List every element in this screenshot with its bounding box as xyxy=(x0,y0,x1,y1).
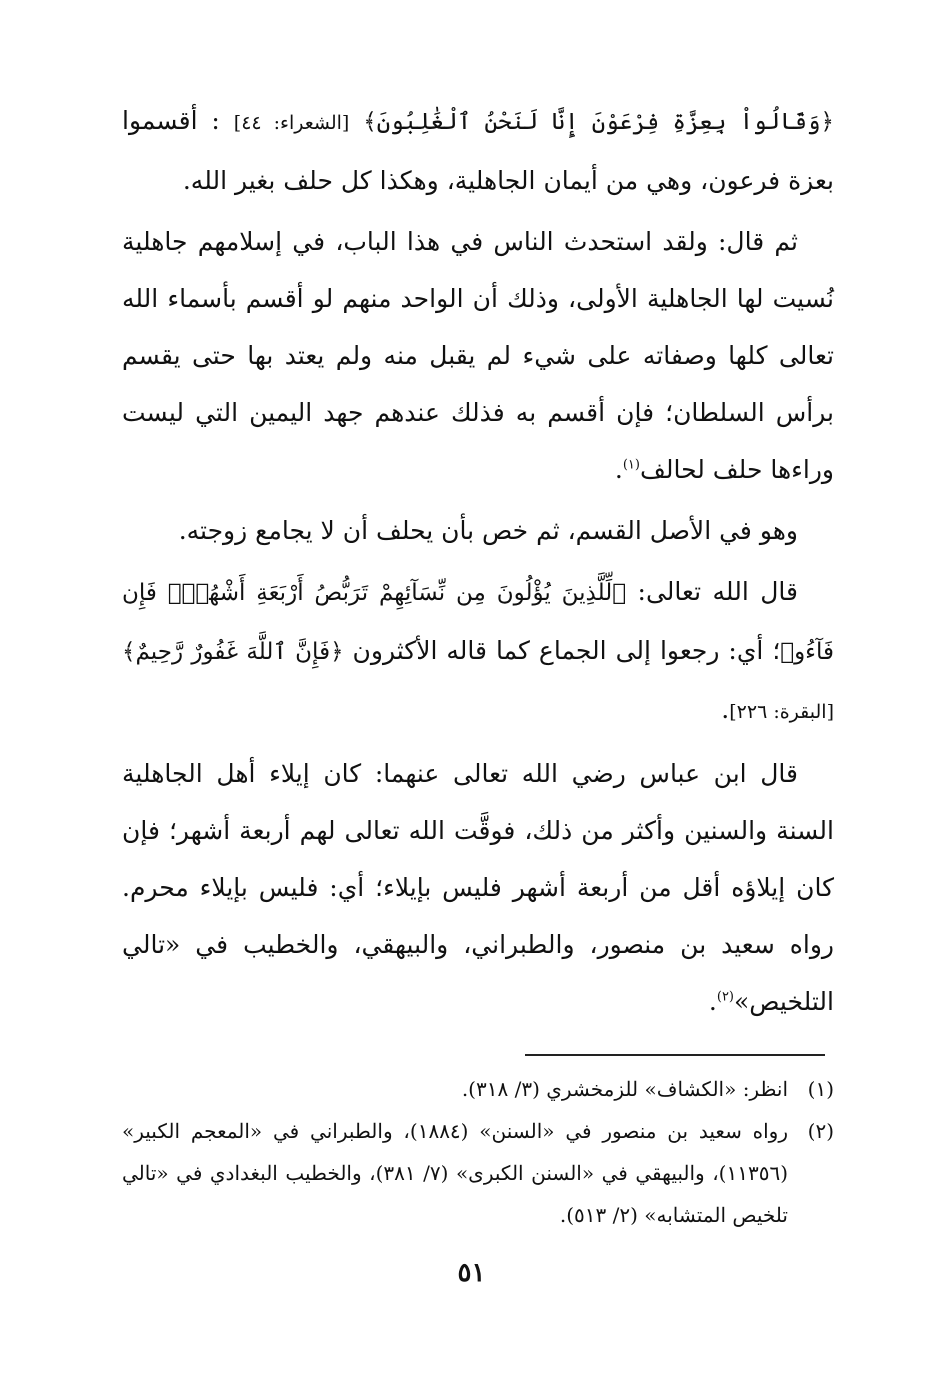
page-number: ٥١ xyxy=(457,1258,486,1288)
quran-verse: ﴿فَإِنَّ ٱللَّهَ غَفُورٌ رَّحِيمٌ﴾ xyxy=(122,639,344,665)
verse-reference: [الشعراء: ٤٤] xyxy=(233,112,350,134)
verse-reference: [البقرة: ٢٢٦] xyxy=(729,701,834,723)
footnote xyxy=(122,1110,834,1236)
paragraph-text: قال ابن عباس رضي الله تعالى عنهما: كان إيلاء أهل الجاهلية السنة والسنين وأكثر من ذلك، فوقَّت الله تعالى لهم أربعة أشهر؛ فإن كان إيلاؤه أقل من أربعة أشهر فليس بإيلاء؛ أي: فليس بإيلاء محرم. رواه سعيد بن منصور، والطبراني، والبيهقي، والخطيب في «تالي التلخيص» xyxy=(122,759,834,1016)
paragraph-1 xyxy=(122,92,834,209)
paragraph-text: : أقسموا بعزة فرعون، وهي من أيمان الجاهلية، وهكذا كل حلف بغير الله. xyxy=(122,106,834,195)
footnote-text: انظر: «الكشاف» للزمخشري (٣/ ٣١٨). xyxy=(461,1077,788,1101)
paragraph-text: ثم قال: ولقد استحدث الناس في هذا الباب، في إسلامهم جاهلية نُسيت لها الجاهلية الأولى، وذلك أن الواحد منهم لو أقسم بأسماء الله تعالى كلها وصفاته على شيء لم يقبل منه ولم يعتد بها حتى يقسم برأس السلطان؛ فإن أقسم به فذلك عندهم جهد اليمين التي ليست وراءها حلف لحالف xyxy=(122,227,834,484)
footnotes xyxy=(122,1068,834,1236)
paragraph-5 xyxy=(122,745,834,1030)
paragraph-end: . xyxy=(614,455,623,484)
paragraph-3: وهو في الأصل القسم، ثم خص بأن يحلف أن لا يجامع زوجته. xyxy=(178,516,798,545)
main-text xyxy=(122,92,834,1030)
footnote-number: (٢) xyxy=(807,1119,834,1143)
paragraph-end: . xyxy=(708,987,717,1016)
footnote-number: (١) xyxy=(807,1077,834,1101)
footnote-text: رواه سعيد بن منصور في «السنن» (١٨٨٤)، والطبراني في «المعجم الكبير» (١١٣٥٦)، والبيهقي في «السنن الكبرى» (٧/ ٣٨١)، والخطيب البغدادي في «تالي تلخيص المتشابه» (٢/ ٥١٣). xyxy=(122,1119,788,1227)
footnote xyxy=(122,1068,834,1110)
paragraph-text: قال الله تعالى: xyxy=(637,577,798,606)
paragraph-text: ؛ أي: رجعوا إلى الجماع كما قاله الأكثرون xyxy=(352,636,781,665)
quran-verse: ﴿وَقَالُواْ بِعِزَّةِ فِرْعَوْنَ إِنَّا لَنَحْنُ ٱلْغَٰلِبُونَ﴾ xyxy=(363,109,834,135)
paragraph-end: . xyxy=(721,695,730,724)
paragraph-2 xyxy=(122,213,834,498)
footnote-marker[interactable]: (١) xyxy=(622,457,640,473)
footnote-marker[interactable]: (٢) xyxy=(716,989,734,1005)
quran-verse: ﴿لِّلَّذِينَ يُؤْلُونَ مِن نِّسَآئِهِمْ تَرَبُّصُ أَرْبَعَةِ أَشْهُرٍۖ فَإِن فَآءُو﴾ xyxy=(122,580,834,665)
paragraph-4 xyxy=(122,563,834,741)
footnote-divider xyxy=(525,1054,825,1056)
